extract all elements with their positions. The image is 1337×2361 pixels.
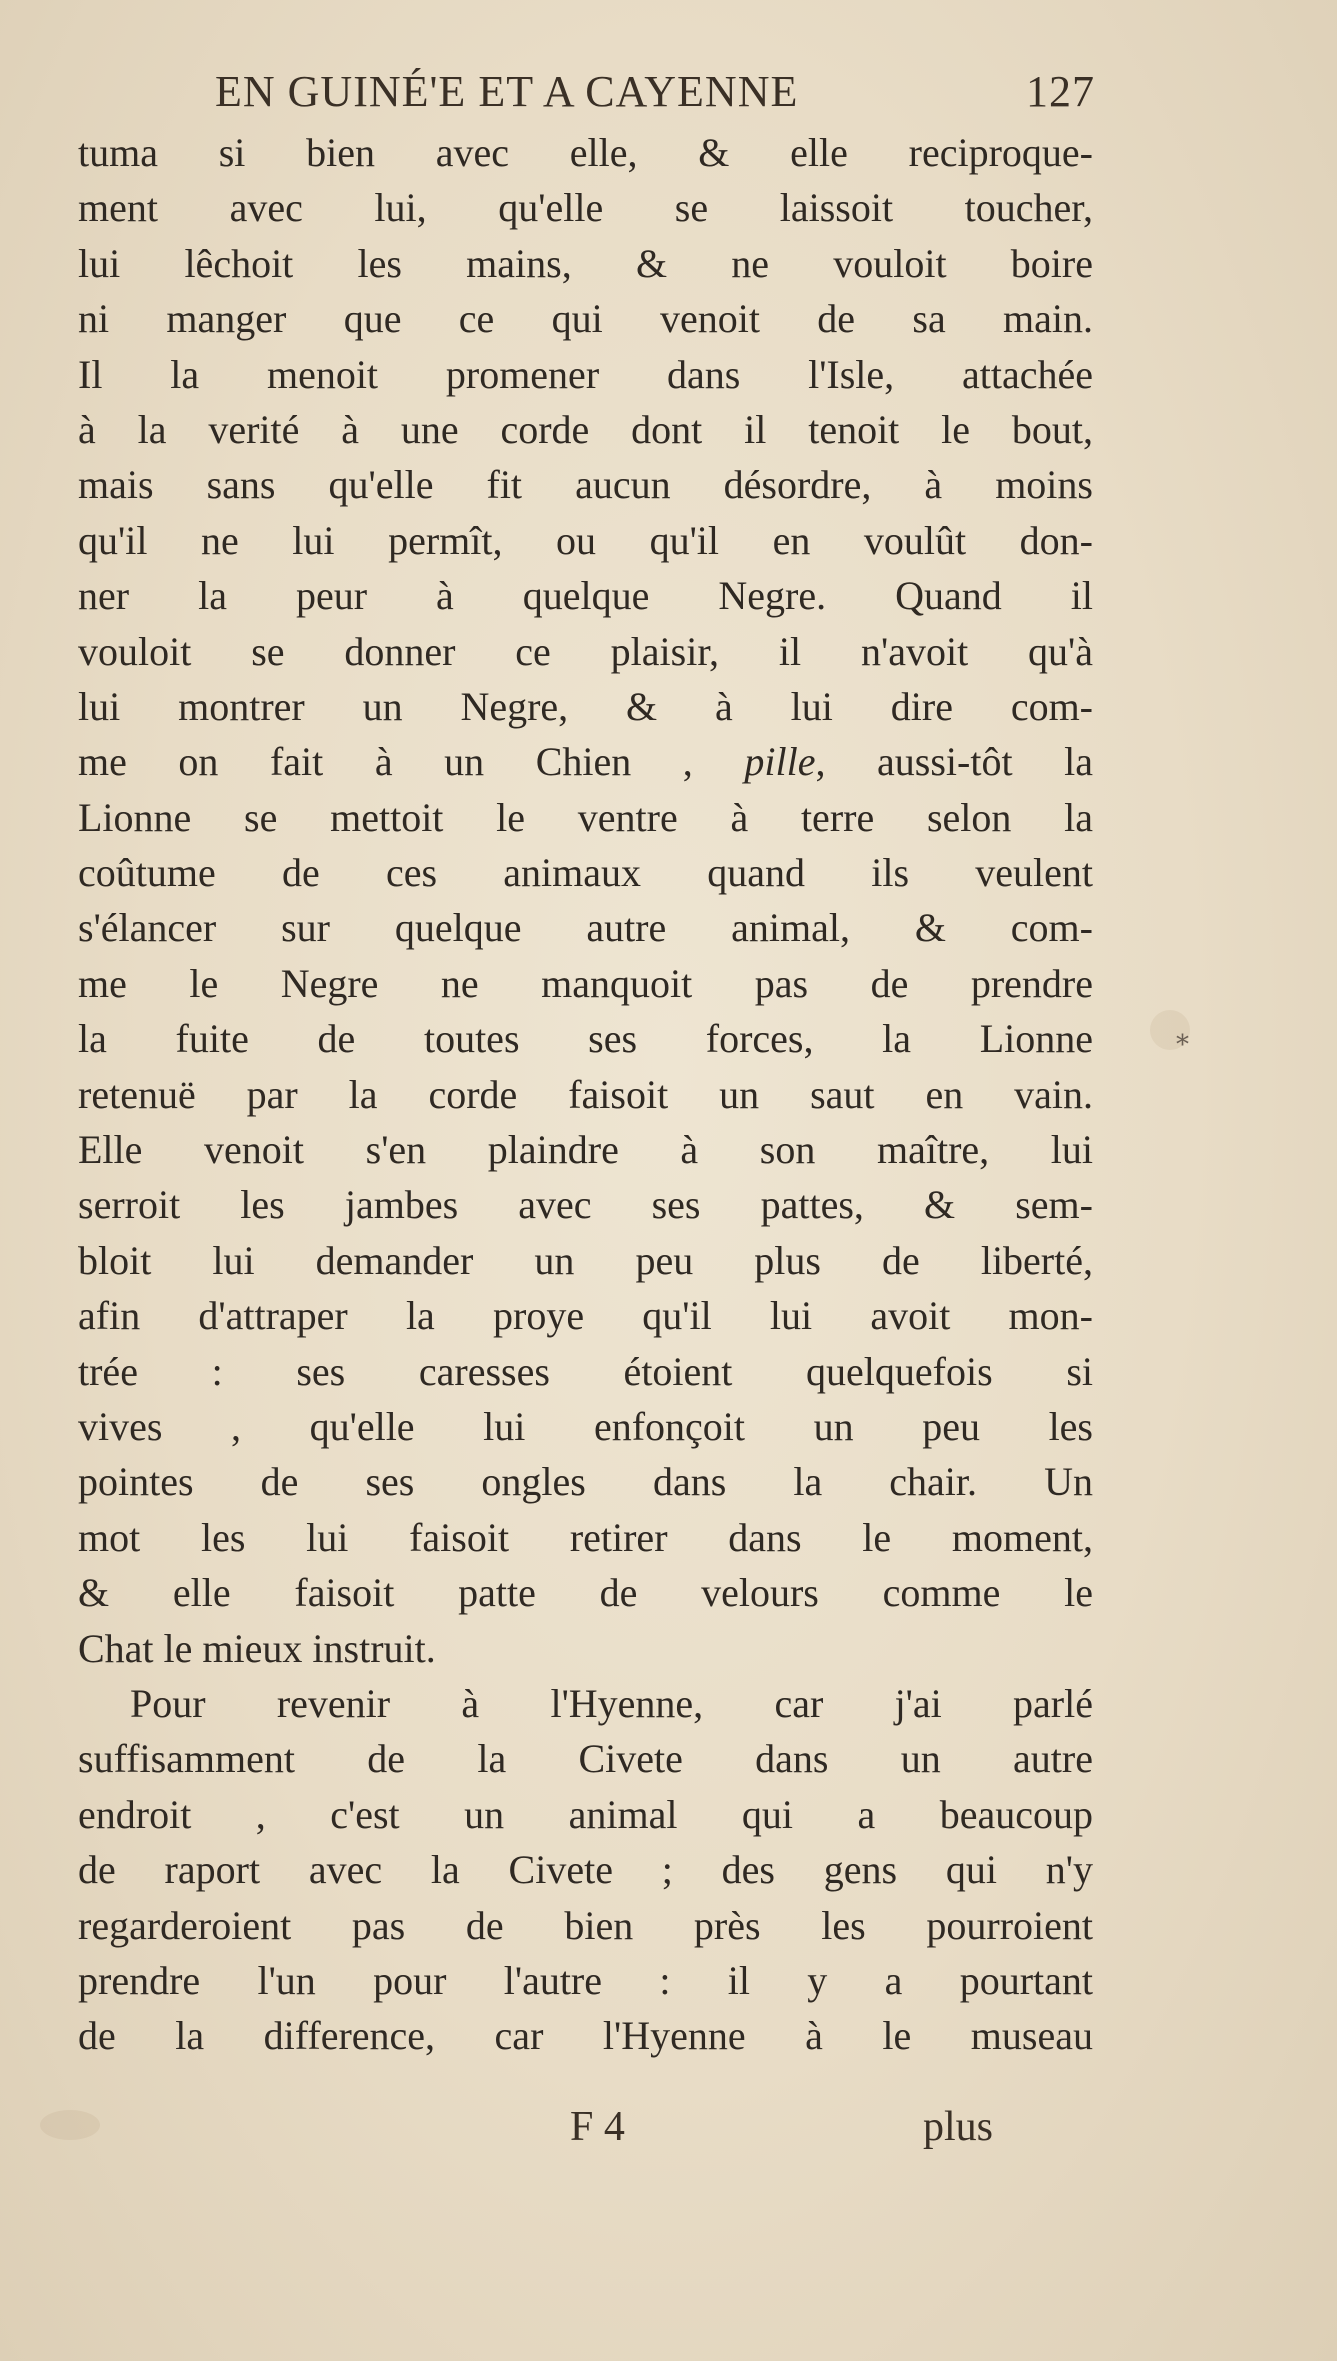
text-line: suffisamment de la Civete dans un autre [78, 1736, 1093, 1782]
text-line: endroit , c'est un animal qui a beaucoup [78, 1791, 1093, 1837]
text-line: de la difference, car l'Hyenne à le museau [78, 2013, 1093, 2059]
text-line: vives , qu'elle lui enfonçoit un peu les [78, 1403, 1093, 1449]
text-line: bloit lui demander un peu plus de liberté, [78, 1237, 1093, 1283]
text-line [78, 734, 1093, 789]
text-line: serroit les jambes avec ses pattes, & sem- [78, 1182, 1093, 1228]
text-line: la fuite de toutes ses forces, la Lionne [78, 1016, 1093, 1062]
margin-mark: * [1176, 1030, 1189, 1060]
text-line: me le Negre ne manquoit pas de prendre [78, 960, 1093, 1006]
text-line: ni manger que ce qui venoit de sa main. [78, 296, 1093, 342]
text-line: mot les lui faisoit retirer dans le moment, [78, 1514, 1093, 1560]
text-line: Chat le mieux instruit. [78, 1625, 436, 1671]
page-number: 127 [1026, 67, 1095, 116]
text-line: vouloit se donner ce plaisir, il n'avoit qu'à [78, 628, 1093, 674]
text-line: à la verité à une corde dont il tenoit le bout, [78, 406, 1093, 452]
text-line: Pour revenir à l'Hyenne, car j'ai parlé [130, 1680, 1093, 1726]
text-line: Il la menoit promener dans l'Isle, attachée [78, 351, 1093, 397]
text-line: trée : ses caresses étoient quelquefois si [78, 1348, 1093, 1394]
text-line: s'élancer sur quelque autre animal, & com- [78, 905, 1093, 951]
text-line: qu'il ne lui permît, ou qu'il en voulût don- [78, 517, 1093, 563]
text-line: regarderoient pas de bien près les pourroient [78, 1902, 1093, 1948]
text-line: prendre l'un pour l'autre : il y a pourtant [78, 1957, 1093, 2003]
page-footer [0, 2103, 1337, 2163]
text-line: pointes de ses ongles dans la chair. Un [78, 1459, 1093, 1505]
page-header [215, 66, 1095, 126]
body-text [78, 125, 1093, 2064]
text-line: ment avec lui, qu'elle se laissoit toucher, [78, 185, 1093, 231]
signature-mark: F 4 [570, 2104, 625, 2150]
text-line: coûtume de ces animaux quand ils veulent [78, 850, 1093, 896]
text-line: de raport avec la Civete ; des gens qui n'y [78, 1847, 1093, 1893]
text-line: mais sans qu'elle fit aucun désordre, à moins [78, 462, 1093, 508]
text-segment: me on fait à un Chien , [78, 739, 745, 785]
text-line: tuma si bien avec elle, & elle reciproque- [78, 130, 1093, 175]
text-line: Lionne se mettoit le ventre à terre selon la [78, 794, 1093, 840]
text-line: Elle venoit s'en plaindre à son maître, lui [78, 1127, 1093, 1173]
text-line: lui lêchoit les mains, & ne vouloit boire [78, 240, 1093, 286]
text-line: ner la peur à quelque Negre. Quand il [78, 573, 1093, 619]
text-line: afin d'attraper la proye qu'il lui avoit mon- [78, 1293, 1093, 1339]
text-line: retenuë par la corde faisoit un saut en vain. [78, 1071, 1093, 1117]
text-line: & elle faisoit patte de velours comme le [78, 1570, 1093, 1616]
italic-word: pille [744, 739, 816, 785]
catchword: plus [923, 2104, 994, 2150]
text-segment: , aussi-tôt la [815, 739, 1093, 785]
running-title: EN GUINÉ'E ET A CAYENNE [215, 67, 799, 116]
text-line: lui montrer un Negre, & à lui dire com- [78, 683, 1093, 729]
